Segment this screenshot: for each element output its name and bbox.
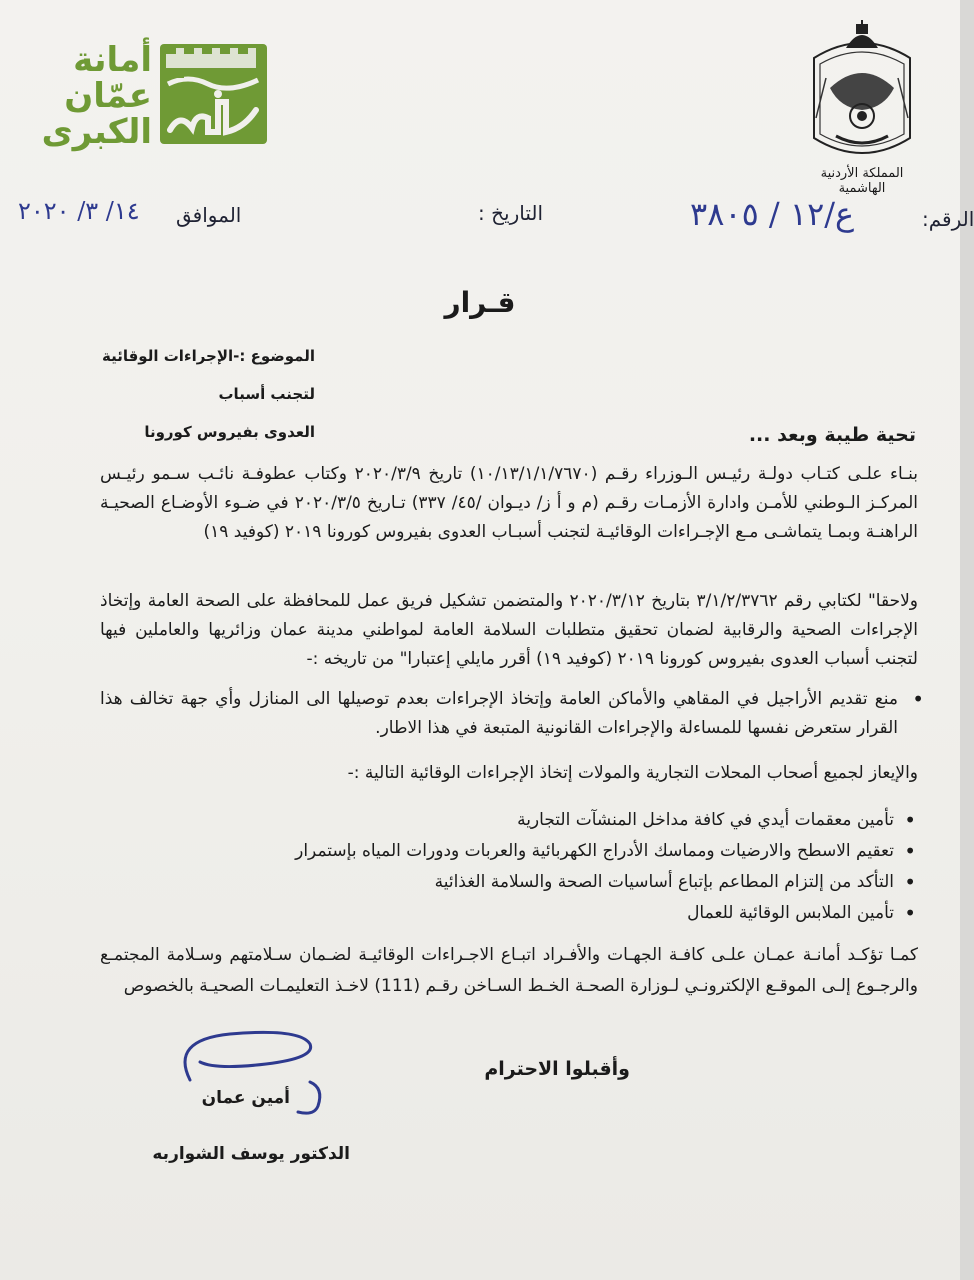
paragraph-1: بنـاء علـى كتـاب دولـة رئيـس الـوزراء رقـم (١٠/١٣/١/١/٧٦٧٠) تاريخ ٢٠٢٠/٣/٩ وكتاب عطوفـة نائـب سـمو رئيـس المركـز الـوطني للأمـن وادارة الأزمـات رقـم (م و أ ز/ ديـوان /٤٥/ ٣٣٧) تـاريخ ٢٠٢٠/٣/٥ في ضـوء الأوضـاع الصحيـة الراهنـة وبمـا يتماشـى مـع الإجـراءات الوقائيـة لتجنب أسبـاب العدوى بفيروس كورونا ٢٠١٩ (كوفيد ١٩) (100, 464, 919, 542)
agreed-label: الموافق (176, 203, 242, 227)
paragraph-2: ولاحقا" لكتابي رقم ٣/١/٢/٣٧٦٢ بتاريخ ٢٠٢٠/٣/١٢ والمتضمن تشكيل فريق عمل للمحافظة على الصحة العامة وإتخاذ الإجراءات الصحية والرقابية لضمان تحقيق متطلبات السلامة العامة لمواطني مدينة عمان وزائريها والعاملين فيها لتجنب أسباب العدوى بفيروس كورونا ٢٠١٩ (كوفيد ١٩) أقرر مايلي إعتبارا" من تاريخه :- (100, 591, 919, 669)
paragraph-4: كمـا تؤكـد أمانـة عمـان علـى كافـة الجهـات والأفـراد اتبـاع الاجـراءات الوقائيـة لضـمان سـلامتهم وسـلامة المجتمـع والرجـوع إلـى الموقـع الإلكترونـي لـوزارة الصحـة الخـط السـاخن رقـم (111) لاخـذ التعليمـات الصحيـة بالخصوص (100, 945, 918, 996)
date-label: التاريخ : (478, 201, 544, 225)
ref-value: ع/١٢ / ٣٨٠٥ (690, 195, 855, 233)
amman-logo (41, 40, 267, 152)
paragraph-3: والإيعاز لجميع أصحاب المحلات التجارية والمولات إتخاذ الإجراءات الوقائية التالية :- (347, 763, 918, 783)
bullet-hookah-ban (100, 685, 924, 743)
signature-icon (160, 1020, 340, 1130)
logo-line-3: الكبرى (41, 112, 152, 152)
list-item: • تأمين معقمات أيدي في كافة مداخل المنشآت التجارية (240, 805, 920, 836)
closing: وأقبلوا الاحترام (484, 1058, 630, 1080)
list-item: • تأمين الملابس الوقائية للعمال (240, 898, 920, 929)
subject (60, 337, 315, 451)
subject-line-2: العدوى بفيروس كورونا (144, 423, 315, 441)
greeting: تحية طيبة وبعد ... (748, 424, 916, 446)
header-row (0, 193, 974, 238)
logo-line-2: عمّان (64, 76, 152, 116)
agreed-value: ١٤/ ٣/ ٢٠٢٠ (18, 197, 140, 225)
list-item: • التأكد من إلتزام المطاعم بإتباع أساسيات الصحة والسلامة الغذائية (240, 867, 920, 898)
emblem-caption: المملكة الأردنية الهاشمية (820, 166, 904, 196)
amman-logo-mark-icon (160, 40, 267, 148)
document-title: قـرار (444, 286, 516, 319)
jordan-emblem (796, 18, 928, 196)
coat-of-arms-icon (796, 18, 928, 168)
signer-title: أمين عمان (201, 1088, 290, 1108)
signer-name: الدكتور يوسف الشواربه (152, 1144, 350, 1164)
measures-list (240, 805, 920, 929)
bullet-dot: • (912, 687, 924, 711)
logo-text (41, 40, 152, 152)
bullet-hookah-text: منع تقديم الأراجيل في المقاهي والأماكن العامة وإتخاذ الإجراءات بعدم توصيلها الى المنازل وأي جهة تخالف هذا القرار ستعرض نفسها للمساءلة والإجراءات القانونية المتبعة في هذا الاطار. (100, 689, 898, 738)
list-item: • تعقيم الاسطح والارضيات ومماسك الأدراج الكهربائية والعربات ودورات المياه بإستمرار (240, 836, 920, 867)
subject-line-1: الموضوع :-الإجراءات الوقائية لتجنب أسباب (101, 347, 315, 403)
logo-line-1: أمانة (73, 40, 152, 80)
ref-label: الرقم: (922, 207, 974, 231)
